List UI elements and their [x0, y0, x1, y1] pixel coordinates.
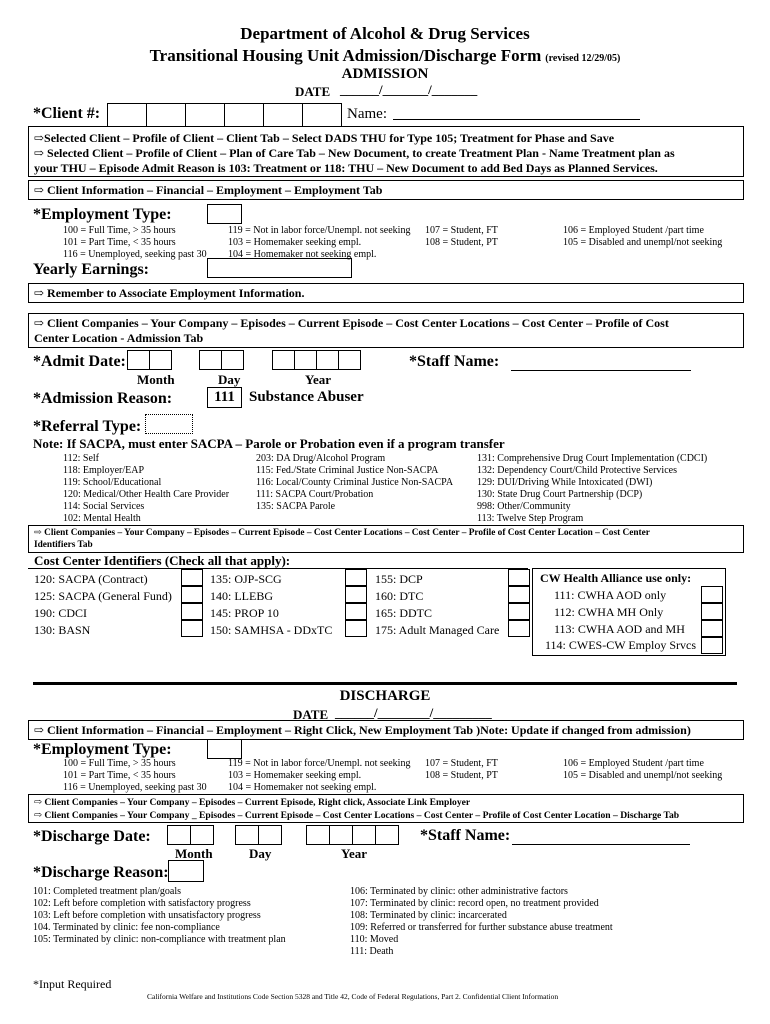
code-item: 116: Local/County Criminal Justice Non-SACPA	[256, 477, 454, 488]
discharge-reason-label: *Discharge Reason:	[33, 864, 169, 881]
client-digit-box[interactable]	[263, 103, 303, 127]
discharge-month-box[interactable]	[190, 825, 214, 845]
checkbox[interactable]	[508, 586, 530, 603]
path-line: Identifiers Tab	[34, 540, 93, 550]
code-item: 135: SACPA Parole	[256, 501, 336, 512]
cost-center-item: 135: OJP-SCG	[210, 572, 282, 586]
input-required-note: *Input Required	[33, 977, 112, 991]
code-item: 998: Other/Community	[477, 501, 571, 512]
code-item: 105 = Disabled and unempl/not seeking	[563, 770, 723, 781]
discharge-reason-col2	[350, 886, 613, 958]
companies-path: ⇨ Client Companies – Your Company – Episodes – Current Episode – Cost Center Locations – Cost Center – Profile of Cost	[34, 316, 669, 330]
financial-path: ⇨ Client Information – Financial – Employment – Employment Tab	[34, 183, 383, 197]
path-line: ⇨ Client Companies – Your Company – Episodes – Current Episode, Right click, Associate Link Employer	[34, 797, 471, 808]
referral-type-label: *Referral Type:	[33, 418, 142, 435]
code-item: 116 = Unemployed, seeking past 30	[63, 782, 207, 793]
admission-reason-label: *Admission Reason:	[33, 390, 173, 407]
discharge-employment-label: *Employment Type:	[33, 741, 172, 758]
code-item: 116 = Unemployed, seeking past 30	[63, 249, 207, 260]
checkbox[interactable]	[345, 603, 367, 620]
admit-year-box[interactable]	[294, 350, 317, 370]
client-digit-box[interactable]	[302, 103, 342, 127]
code-item: 120: Medical/Other Health Care Provider	[63, 489, 230, 500]
discharge-date-field[interactable]: ______/________/_________	[335, 705, 492, 720]
code-item: 103: Left before completion with unsatisfactory progress	[33, 910, 261, 921]
discharge-emp-col3	[425, 758, 498, 782]
admit-month-box[interactable]	[127, 350, 150, 370]
department-title: Department of Alcohol & Drug Services	[240, 24, 530, 43]
discharge-reason-col1	[33, 886, 286, 946]
discharge-date-field-label: *Discharge Date:	[33, 828, 151, 845]
code-item: 203: DA Drug/Alcohol Program	[256, 453, 386, 464]
code-item: 108 = Student, PT	[425, 770, 498, 781]
checkbox[interactable]	[508, 620, 530, 637]
employment-codes-col3	[425, 225, 498, 249]
code-item: 102: Mental Health	[63, 513, 141, 524]
admission-reason-field[interactable]: 111	[207, 387, 242, 408]
name-field[interactable]	[393, 104, 640, 120]
month-label: Month	[175, 846, 213, 861]
code-item: 106: Terminated by clinic: other administrative factors	[350, 886, 568, 897]
year-label: Year	[341, 846, 367, 861]
employment-codes-col1	[63, 225, 207, 261]
code-item: 108 = Student, PT	[425, 237, 498, 248]
month-label: Month	[137, 372, 175, 387]
code-item: 105 = Disabled and unempl/not seeking	[563, 237, 723, 248]
referral-codes-col1	[63, 453, 229, 525]
client-number-label: *Client #:	[33, 105, 101, 122]
client-digit-box[interactable]	[224, 103, 264, 127]
admission-date-label: DATE	[295, 84, 331, 99]
name-label: Name:	[347, 106, 387, 122]
discharge-date-label: DATE	[293, 707, 329, 722]
code-item: 129: DUI/Driving While Intoxicated (DWI)	[477, 477, 653, 488]
discharge-heading: DISCHARGE	[339, 688, 431, 704]
cost-center-col3	[375, 571, 499, 639]
employment-codes-col2	[228, 225, 410, 261]
cost-center-top-rule	[28, 568, 528, 569]
admit-year-box[interactable]	[338, 350, 361, 370]
admit-year-box[interactable]	[316, 350, 339, 370]
code-item: 110: Moved	[350, 934, 399, 945]
cost-center-item: 165: DDTC	[375, 606, 432, 620]
code-item: 119 = Not in labor force/Unempl. not seeking	[228, 758, 411, 769]
code-item: 119 = Not in labor force/Unempl. not seeking	[228, 225, 411, 236]
cost-center-heading: Cost Center Identifiers (Check all that apply):	[34, 553, 291, 568]
cwha-item: 113: CWHA AOD and MH	[554, 622, 685, 636]
cost-center-item: 190: CDCI	[34, 606, 88, 620]
checkbox[interactable]	[181, 620, 203, 637]
client-digit-box[interactable]	[185, 103, 225, 127]
cost-center-item: 145: PROP 10	[210, 606, 279, 620]
code-item: 106 = Employed Student /part time	[563, 225, 704, 236]
cost-center-item: 125: SACPA (General Fund)	[34, 589, 172, 603]
client-digit-box[interactable]	[146, 103, 186, 127]
cwha-item: 114: CWES-CW Employ Srvcs	[545, 638, 696, 652]
staff-name-field[interactable]	[511, 355, 691, 371]
code-item: 111: Death	[350, 946, 394, 957]
code-item: 103 = Homemaker seeking empl.	[228, 770, 362, 781]
form-title	[0, 46, 770, 66]
cost-center-col1	[34, 571, 172, 639]
cwha-items	[554, 587, 685, 638]
code-item: 101 = Part Time, < 35 hours	[63, 770, 176, 781]
checkbox[interactable]	[345, 586, 367, 603]
staff-name-label: *Staff Name:	[409, 353, 500, 370]
discharge-staff-label: *Staff Name:	[420, 827, 511, 844]
referral-codes-col2	[256, 453, 453, 513]
referral-codes-col3	[477, 453, 707, 525]
code-item: 103 = Homemaker seeking empl.	[228, 237, 362, 248]
code-item: 109: Referred or transferred for further substance abuse treatment	[350, 922, 613, 933]
revision-note: (revised 12/29/05)	[545, 53, 621, 64]
code-item: 107 = Student, FT	[425, 225, 498, 236]
cost-center-item: 140: LLEBG	[210, 589, 273, 603]
discharge-staff-field[interactable]	[512, 829, 690, 845]
code-item: 101: Completed treatment plan/goals	[33, 886, 182, 897]
path-line: ⇨ Client Companies – Your Company – Episodes – Current Episode – Cost Center Locations – Cost Center – Profile of Cost Center Location – Cost Center	[34, 528, 650, 538]
year-label: Year	[305, 372, 331, 387]
cost-center-item: 160: DTC	[375, 589, 424, 603]
code-item: 104 = Homemaker not seeking empl.	[228, 249, 377, 260]
employment-type-label: *Employment Type:	[33, 206, 172, 223]
instruction-line: ⇨ Selected Client – Profile of Client – Plan of Care Tab – New Document, to create Treatment Plan - Name Treatment plan as	[34, 146, 675, 160]
code-item: 132: Dependency Court/Child Protective Services	[477, 465, 677, 476]
instruction-line: ⇨Selected Client – Profile of Client – Client Tab – Select DADS THU for Type 105; Treatment for Phase and Save	[34, 131, 615, 145]
cost-center-item: 175: Adult Managed Care	[375, 623, 500, 637]
cost-center-item: 150: SAMHSA - DDxTC	[210, 623, 333, 637]
code-item: 118: Employer/EAP	[63, 465, 145, 476]
discharge-year-box[interactable]	[306, 825, 330, 845]
discharge-employment-field[interactable]	[207, 739, 242, 759]
code-item: 119: School/Educational	[63, 477, 162, 488]
discharge-year-box[interactable]	[329, 825, 353, 845]
code-item: 104 = Homemaker not seeking empl.	[228, 782, 377, 793]
code-item: 114: Social Services	[63, 501, 145, 512]
employment-codes-col4	[563, 225, 722, 249]
day-label: Day	[249, 846, 272, 861]
code-item: 102: Left before completion with satisfactory progress	[33, 898, 251, 909]
legal-footer: California Welfare and Institutions Code Section 5328 and Title 42, Code of Federal Regulations, Part 2. Confidential Client Information	[147, 992, 559, 1001]
path-line: ⇨ Client Companies – Your Company _ Episodes – Current Episode – Cost Center Locations – Cost Center – Profile of Cost Center Location – Discharge Tab	[34, 810, 680, 821]
discharge-month-box[interactable]	[167, 825, 191, 845]
admit-day-box[interactable]	[199, 350, 222, 370]
discharge-year-box[interactable]	[375, 825, 399, 845]
companies-path: Center Location - Admission Tab	[34, 331, 204, 345]
day-label: Day	[218, 372, 241, 387]
discharge-fin-path: ⇨ Client Information – Financial – Employment – Right Click, New Employment Tab )Note: Update if changed from admission)	[34, 723, 691, 737]
discharge-reason-field[interactable]	[168, 860, 204, 882]
code-item: 106 = Employed Student /part time	[563, 758, 704, 769]
checkbox[interactable]	[345, 569, 367, 586]
code-item: 112: Self	[63, 453, 100, 464]
code-item: 113: Twelve Step Program	[477, 513, 584, 524]
code-item: 130: State Drug Court Partnership (DCP)	[477, 489, 643, 500]
admission-heading: ADMISSION	[341, 66, 429, 82]
referral-type-field[interactable]	[145, 414, 193, 434]
code-item: 108: Terminated by clinic: incarcerated	[350, 910, 507, 921]
admission-reason-text: Substance Abuser	[249, 389, 364, 405]
remember-note: ⇨ Remember to Associate Employment Information.	[34, 286, 305, 300]
code-item: 101 = Part Time, < 35 hours	[63, 237, 176, 248]
cost-center-item: 130: BASN	[34, 623, 91, 637]
referral-note: Note: If SACPA, must enter SACPA – Parole or Probation even if a program transfer	[33, 436, 505, 451]
yearly-earnings-label: Yearly Earnings:	[33, 261, 149, 278]
checkbox[interactable]	[181, 603, 203, 620]
cwha-heading: CW Health Alliance use only:	[540, 571, 692, 585]
employment-type-field[interactable]	[207, 204, 242, 224]
cost-center-col2	[210, 571, 332, 639]
cost-center-item: 120: SACPA (Contract)	[34, 572, 148, 586]
code-item: 131: Comprehensive Drug Court Implementation (CDCI)	[477, 453, 708, 464]
client-digit-box[interactable]	[107, 103, 147, 127]
code-item: 104. Terminated by clinic: fee non-compliance	[33, 922, 220, 933]
code-item: 115: Fed./State Criminal Justice Non-SACPA	[256, 465, 439, 476]
form-title-text: Transitional Housing Unit Admission/Discharge Form	[149, 46, 542, 65]
code-item: 107: Terminated by clinic: record open, no treatment provided	[350, 898, 599, 909]
checkbox[interactable]	[181, 569, 203, 586]
discharge-day-box[interactable]	[258, 825, 282, 845]
checkbox[interactable]	[701, 620, 723, 637]
checkbox[interactable]	[508, 603, 530, 620]
checkbox[interactable]	[701, 586, 723, 603]
admit-date-label: *Admit Date:	[33, 353, 126, 370]
yearly-earnings-field[interactable]	[207, 258, 352, 278]
discharge-emp-col1	[63, 758, 207, 794]
checkbox[interactable]	[508, 569, 530, 586]
section-divider	[33, 682, 737, 685]
code-item: 100 = Full Time, > 35 hours	[63, 758, 176, 769]
discharge-day-box[interactable]	[235, 825, 259, 845]
cwha-item: 111: CWHA AOD only	[554, 588, 667, 602]
discharge-year-box[interactable]	[352, 825, 376, 845]
code-item: 105: Terminated by clinic: non-compliance with treatment plan	[33, 934, 286, 945]
discharge-paths	[34, 796, 679, 822]
admit-month-box[interactable]	[149, 350, 172, 370]
cwha-item: 112: CWHA MH Only	[554, 605, 664, 619]
checkbox[interactable]	[701, 603, 723, 620]
discharge-emp-col2	[228, 758, 410, 794]
code-item: 111: SACPA Court/Probation	[256, 489, 374, 500]
checkbox[interactable]	[345, 620, 367, 637]
admit-year-box[interactable]	[272, 350, 295, 370]
instruction-line: your THU – Episode Admit Reason is 103: Treatment or 118: THU – New Document to add Bed Days as Planned Services.	[34, 161, 658, 175]
cost-center-path	[34, 527, 650, 551]
admit-day-box[interactable]	[221, 350, 244, 370]
admission-date-field[interactable]: ______/_______/_______	[340, 82, 478, 97]
cost-center-item: 155: DCP	[375, 572, 423, 586]
discharge-emp-col4	[563, 758, 722, 782]
code-item: 107 = Student, FT	[425, 758, 498, 769]
code-item: 100 = Full Time, > 35 hours	[63, 225, 176, 236]
checkbox[interactable]	[181, 586, 203, 603]
checkbox[interactable]	[701, 637, 723, 654]
